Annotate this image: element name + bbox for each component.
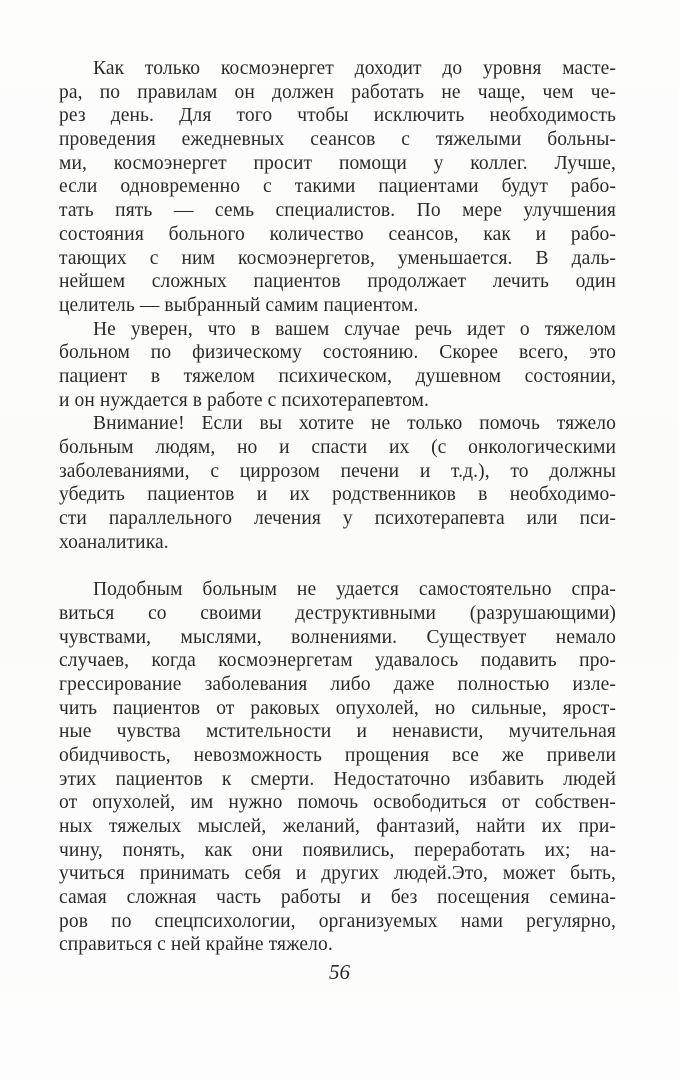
text-line: Внимание! Если вы хотите не только помочь тяжело <box>93 413 616 435</box>
text-line: ные чувства мстительности и ненависти, мучительная <box>59 721 616 743</box>
text-line: Не уверен, что в вашем случае речь идет о тяжелом <box>93 318 616 340</box>
text-line: сти параллельного лечения у психотерапевта или пси- <box>59 508 616 530</box>
paragraph-gap <box>59 554 616 578</box>
text-line: Как только космоэнергет доходит до уровня масте- <box>93 58 616 79</box>
text-line: учиться принимать себя и других людей.Это, может быть, <box>59 863 616 885</box>
text-line: тать пять — семь специалистов. По мере улучшения <box>59 200 616 222</box>
paragraph-4 <box>59 578 616 957</box>
text-line: справиться с ней крайне тяжело. <box>59 934 333 956</box>
text-line: чувствами, мыслями, волнениями. Существует немало <box>59 626 616 648</box>
text-line: тающих с ним космоэнергетов, уменьшается. В даль- <box>59 247 616 269</box>
text-line: целитель — выбранный самим пациентом. <box>59 294 419 316</box>
text-line: проведения ежедневных сеансов с тяжелыми больны- <box>59 129 616 151</box>
text-line: нейшем сложных пациентов продолжает лечить один <box>59 271 616 293</box>
text-block <box>59 57 616 957</box>
text-line: чину, понять, как они появились, переработать их; на- <box>59 839 616 861</box>
text-line: состояния больного количество сеансов, как и рабо- <box>59 223 616 245</box>
text-line: хоаналитика. <box>59 531 169 553</box>
text-line: и он нуждается в работе с психотерапевтом. <box>59 389 429 411</box>
text-line: случаев, когда космоэнергетам удавалось подавить про- <box>59 650 616 672</box>
text-line: ра, по правилам он должен работать не чаще, чем че- <box>59 81 616 103</box>
paragraph-1 <box>59 57 616 318</box>
text-line: этих пациентов к смерти. Недостаточно избавить людей <box>59 768 616 790</box>
text-line: пациент в тяжелом психическом, душевном состоянии, <box>59 365 616 387</box>
text-line: ми, космоэнергет просит помощи у коллег. Лучше, <box>59 152 616 174</box>
paragraph-3 <box>59 412 616 554</box>
text-line: самая сложная часть работы и без посещения семина- <box>59 887 616 909</box>
text-line: виться со своими деструктивными (разрушающими) <box>59 602 616 624</box>
text-line: рез день. Для того чтобы исключить необходимость <box>59 105 616 127</box>
text-line: обидчивость, невозможность прощения все же привели <box>59 744 616 766</box>
text-line: больным людям, но и спасти их (с онкологическими <box>59 437 616 458</box>
page-number: 56 <box>329 960 350 984</box>
text-line: если одновременно с такими пациентами будут рабо- <box>59 176 616 198</box>
paragraph-2 <box>59 318 616 413</box>
text-line: чить пациентов от раковых опухолей, но сильные, ярост- <box>59 697 616 719</box>
text-line: от опухолей, им нужно помочь освободиться от собствен- <box>59 792 616 814</box>
text-line: ных тяжелых мыслей, желаний, фантазий, найти их при- <box>59 816 616 837</box>
text-line: ров по спецпсихологии, организуемых нами регулярно, <box>59 910 616 932</box>
text-line: Подобным больным не удается самостоятельно спра- <box>93 579 616 601</box>
text-line: больном по физическому состоянию. Скорее всего, это <box>59 342 616 364</box>
text-line: убедить пациентов и их родственников в необходимо- <box>59 484 616 506</box>
text-line: заболеваниями, с циррозом печени и т.д.), то должны <box>59 460 616 482</box>
text-line: грессирование заболевания либо даже полностью изле- <box>59 673 616 695</box>
